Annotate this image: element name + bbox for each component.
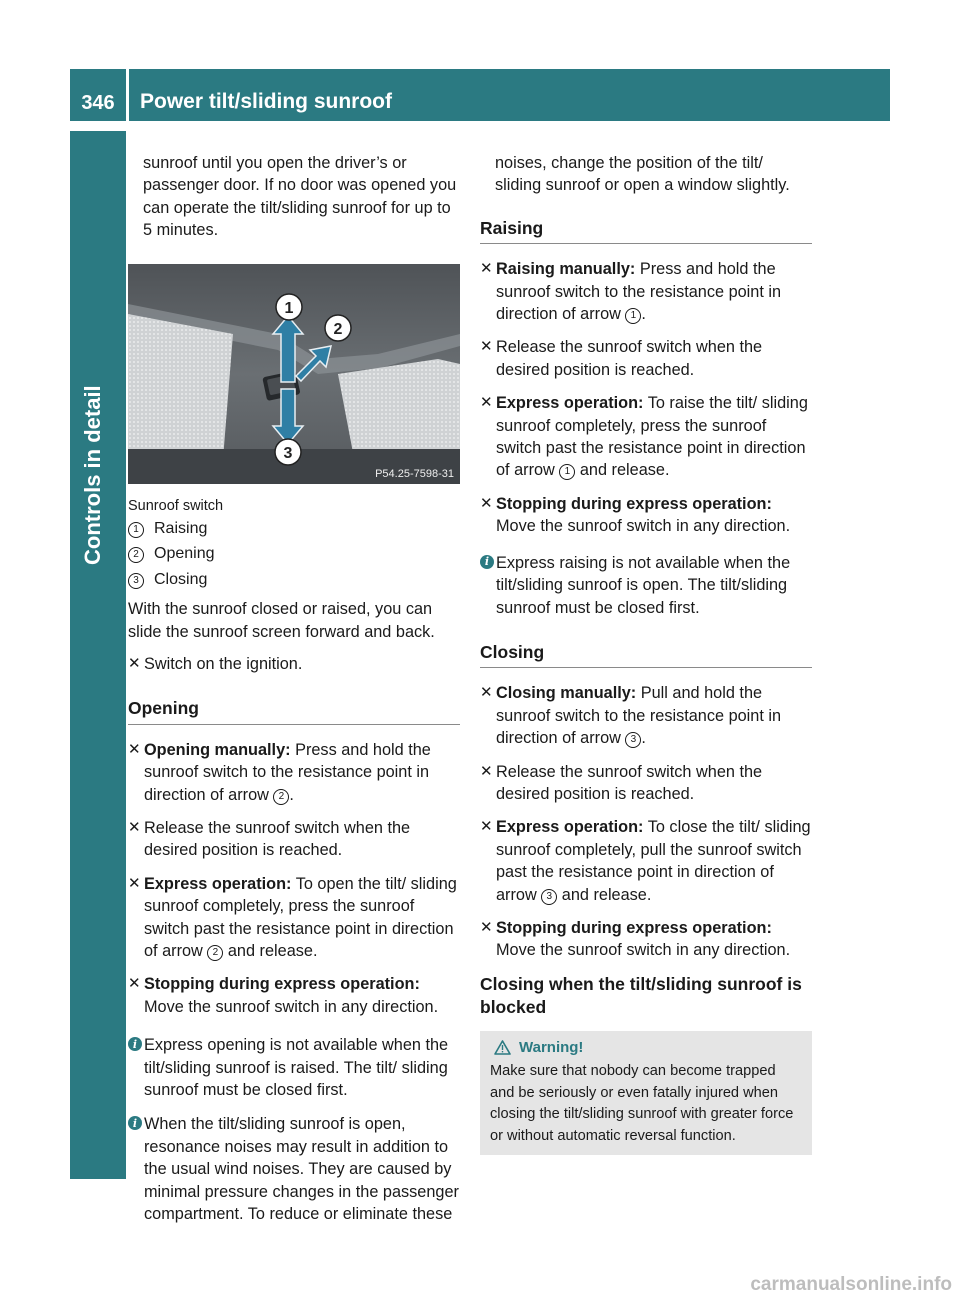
step-text: Press and hold the sunroof switch to the resistance point in direction of arrow	[496, 260, 782, 324]
legend-label: Raising	[154, 519, 208, 537]
screen-paragraph: With the sunroof closed or raised, you can slide the sunroof screen forward and back.	[128, 600, 435, 641]
step-item	[480, 493, 812, 538]
step-item	[480, 816, 812, 906]
info-text: Express opening is not available when the tilt/sliding sunroof is raised. The tilt/ sliding sunroof must be closed first.	[144, 1036, 449, 1100]
sunroof-switch-illustration	[128, 264, 460, 484]
arrow-number: 3	[625, 732, 641, 748]
step-marker-icon: ✕	[128, 740, 141, 758]
step-marker-icon: ✕	[480, 818, 493, 836]
step-item	[480, 917, 812, 962]
step-item	[480, 761, 812, 806]
step-text: Move the sunroof switch in any direction.	[496, 941, 791, 960]
legend-number: 3	[128, 573, 144, 589]
figure-marker-3	[275, 439, 301, 465]
info-note	[128, 1034, 460, 1101]
step-text-end: .	[289, 785, 294, 804]
arrow-number: 3	[541, 889, 557, 905]
step-bold: Opening manually:	[144, 740, 291, 759]
step-text: Pull and hold the sunroof switch to the resistance point in direction of arrow	[496, 684, 782, 748]
heading-opening: Opening	[128, 697, 460, 724]
step-text: To open the tilt/ sliding sunroof completely, press the sunroof switch past the resistance point in direction of arrow	[144, 874, 457, 960]
svg-text:2: 2	[333, 320, 343, 338]
info-icon: i	[128, 1116, 142, 1130]
right-column	[480, 152, 812, 1155]
step-marker-icon: ✕	[480, 684, 493, 702]
step-text: To raise the tilt/ sliding sunroof completely, press the sunroof switch past the resistance point in direction of arrow	[496, 394, 808, 480]
step-item	[128, 739, 460, 806]
step-marker-icon: ✕	[128, 818, 141, 836]
step-bold: Express operation:	[496, 818, 644, 837]
step-item	[128, 817, 460, 862]
step-item	[480, 336, 812, 381]
figure-marker-2	[325, 315, 351, 341]
step-text: Press and hold the sunroof switch to the resistance point in direction of arrow	[144, 740, 431, 804]
page-number: 346	[81, 92, 115, 114]
step-marker-icon: ✕	[128, 874, 141, 892]
side-tab-label: Controls in detail	[80, 385, 105, 565]
step-item	[480, 682, 812, 749]
header-divider	[126, 69, 129, 121]
legend-label: Closing	[154, 570, 208, 588]
arrow-number: 2	[273, 789, 289, 805]
legend-item	[128, 516, 460, 542]
arrow-number: 1	[625, 308, 641, 324]
figure-caption: Sunroof switch	[128, 497, 224, 514]
legend-number: 1	[128, 522, 144, 538]
step-text-end: and release.	[557, 885, 652, 904]
step-text: Move the sunroof switch in any direction.	[496, 517, 791, 536]
step-bold: Stopping during express operation:	[496, 494, 772, 513]
step-bold: Closing manually:	[496, 684, 637, 703]
step-item	[128, 973, 460, 1018]
step-text: Release the sunroof switch when the desired position is reached.	[496, 338, 763, 379]
legend-item	[128, 567, 460, 593]
heading-closing: Closing	[480, 641, 812, 668]
info-icon: i	[480, 555, 494, 569]
sunroof-switch-figure	[128, 264, 460, 484]
step-marker-icon: ✕	[128, 975, 141, 993]
legend-number: 2	[128, 547, 144, 563]
warning-header	[490, 1037, 802, 1059]
warning-box	[480, 1031, 812, 1156]
step-text: Release the sunroof switch when the desired position is reached.	[496, 762, 763, 803]
step-text-end: .	[641, 729, 646, 748]
heading-blocked: Closing when the tilt/sliding sunroof is blocked	[480, 973, 802, 1017]
step-marker-icon: ✕	[480, 338, 493, 356]
arrow-number: 2	[207, 945, 223, 961]
step-text: Switch on the ignition.	[144, 654, 303, 673]
intro-text: sunroof until you open the driver’s or passenger door. If no door was opened you can operate the tilt/sliding sunroof for up to 5 minutes.	[143, 154, 457, 240]
step-text-end: .	[641, 305, 646, 324]
step-item	[480, 258, 812, 325]
watermark: carmanualsonline.info	[750, 1274, 952, 1295]
figure-marker-1	[276, 294, 302, 320]
step-bold: Raising manually:	[496, 260, 636, 279]
svg-text:3: 3	[283, 444, 293, 462]
heading-raising: Raising	[480, 217, 812, 244]
warning-triangle-icon	[494, 1040, 511, 1055]
step-bold: Express operation:	[496, 394, 644, 413]
figure-code: P54.25-7598-31	[375, 467, 454, 480]
info-note	[480, 552, 812, 619]
step-text: Release the sunroof switch when the desired position is reached.	[144, 818, 411, 860]
step-marker-icon: ✕	[480, 260, 493, 278]
svg-text:1: 1	[284, 299, 294, 317]
side-tab-label-wrap	[80, 195, 120, 565]
step-text: Move the sunroof switch in any direction.	[144, 997, 439, 1016]
info-note	[128, 1113, 460, 1225]
step-marker-icon: ✕	[480, 762, 493, 780]
step-bold: Stopping during express operation:	[496, 918, 772, 937]
step-marker-icon: ✕	[480, 394, 493, 412]
legend-label: Opening	[154, 545, 215, 563]
step-item	[128, 873, 460, 963]
page-title: Power tilt/sliding sunroof	[140, 90, 392, 113]
step-text-end: and release.	[575, 461, 670, 480]
step-bold: Express operation:	[144, 874, 292, 893]
legend-item	[128, 541, 460, 567]
arrow-number: 1	[559, 464, 575, 480]
step-text-end: and release.	[223, 942, 318, 960]
step-bold: Stopping during express operation:	[144, 975, 420, 994]
step-text: To close the tilt/ sliding sunroof completely, pull the sunroof switch past the resistance point in direction of arrow	[496, 818, 811, 904]
step-item	[480, 392, 812, 482]
info-text: When the tilt/sliding sunroof is open, resonance noises may result in addition to the usual wind noises. They are caused by minimal pressure changes in the passenger compartment. To reduce or eliminate these	[144, 1115, 459, 1224]
step-marker-icon: ✕	[480, 494, 493, 512]
step-ignition	[128, 653, 460, 675]
step-marker-icon: ✕	[480, 918, 493, 936]
legend	[128, 516, 460, 593]
info-icon: i	[128, 1037, 142, 1051]
continuation-text: noises, change the position of the tilt/ sliding sunroof or open a window slightly.	[495, 154, 790, 195]
warning-text: Make sure that nobody can become trapped and be seriously or even fatally injured when closing the tilt/sliding sunroof with greater force or without automatic reversal function.	[490, 1063, 794, 1144]
step-marker-icon: ✕	[128, 654, 141, 672]
warning-title: Warning!	[519, 1038, 584, 1056]
left-column	[128, 152, 460, 1237]
info-text: Express raising is not available when the tilt/sliding sunroof is open. The tilt/sliding sunroof must be closed first.	[496, 553, 791, 617]
